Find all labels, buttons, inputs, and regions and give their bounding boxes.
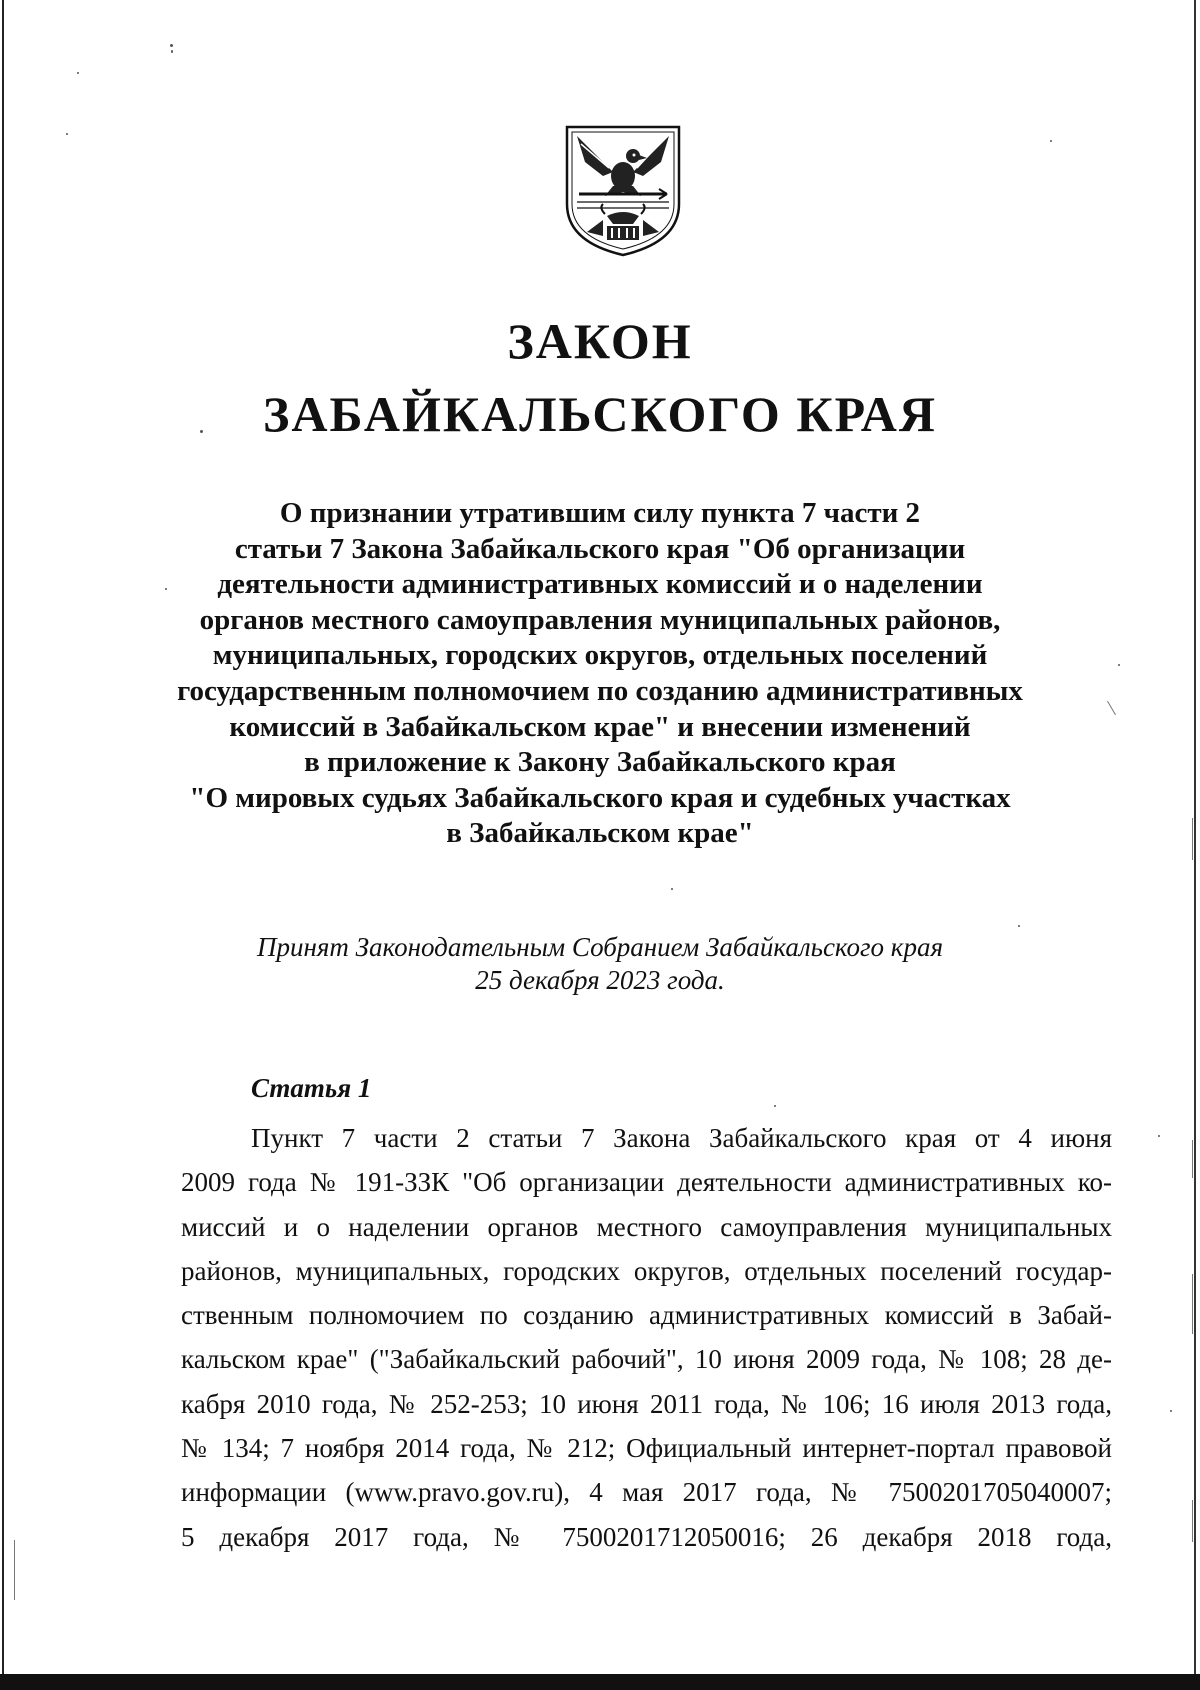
scan-artifact-line (1192, 1140, 1193, 1178)
subject-line: государственным полномочием по созданию административных (177, 674, 1023, 707)
scan-bottom-edge (0, 1674, 1200, 1690)
article-line: кальском крае" ("Забайкальский рабочий", 10 июня 2009 года, № 108; 28 де- (181, 1344, 1112, 1375)
scan-speck (1170, 1410, 1172, 1412)
article-line: 5 декабря 2017 года, № 7500201712050016; 26 декабря 2018 года, (181, 1521, 1112, 1552)
adoption-body: Принят Законодательным Собранием Забайкальского края (256, 932, 943, 962)
adoption-date: 25 декабря 2023 года. (475, 965, 725, 995)
scan-speck (66, 133, 68, 135)
subject-line: комиссий в Забайкальском крае" и внесении изменений (229, 710, 971, 743)
article-line: Пункт 7 части 2 статьи 7 Закона Забайкальского края от 4 июня (251, 1123, 1112, 1153)
scan-speck (774, 1105, 776, 1107)
scan-artifact-line (1192, 1274, 1193, 1334)
article-body (181, 1116, 1112, 1559)
subject-line: "О мировых судьях Забайкальского края и судебных участках (189, 781, 1011, 814)
scan-speck (77, 72, 79, 74)
article-heading: Статья 1 (251, 1073, 372, 1103)
subject-line: в Забайкальском крае" (446, 817, 754, 850)
scan-speck (1050, 140, 1052, 142)
article-line: миссий и о наделении органов местного самоуправления муниципальных (181, 1211, 1112, 1242)
law-subject (150, 496, 1050, 852)
subject-line: статьи 7 Закона Забайкальского края "Об организации (234, 532, 966, 565)
article-line: информации (www.pravo.gov.ru), 4 мая 2017 года, № 7500201705040007; (181, 1477, 1112, 1508)
scan-speck (170, 44, 173, 47)
subject-line: деятельности административных комиссий и о наделении (217, 568, 983, 601)
scan-artifact-line (1192, 1500, 1193, 1542)
article-line: ственным полномочием по созданию административных комиссий в Забай- (181, 1300, 1112, 1331)
article-line: кабря 2010 года, № 252-253; 10 июня 2011 года, № 106; 16 июля 2013 года, (181, 1388, 1112, 1419)
scan-artifact-line (14, 1540, 15, 1600)
scan-artifact-line (1192, 818, 1193, 860)
scan-speck (1158, 1135, 1160, 1137)
article-line: районов, муниципальных, городских округов, отдельных поселений государ- (181, 1255, 1112, 1286)
scan-speck (1118, 664, 1120, 666)
scan-speck (1018, 925, 1020, 927)
document-title: ЗАКОН (507, 313, 693, 369)
subject-line: муниципальных, городских округов, отдельных поселений (212, 639, 988, 672)
coat-of-arms-emblem (563, 124, 683, 258)
subject-line: в приложение к Закону Забайкальского края (304, 746, 896, 779)
subject-line: О признании утратившим силу пункта 7 части 2 (279, 497, 921, 529)
subject-line: органов местного самоуправления муниципальных районов, (199, 603, 1001, 636)
article-line: 2009 года № 191-ЗЗК "Об организации деятельности административных ко- (181, 1167, 1112, 1198)
scan-speck (171, 50, 173, 53)
scan-speck (671, 888, 673, 890)
adoption-note (200, 931, 1000, 997)
document-title-region: ЗАБАЙКАЛЬСКОГО КРАЯ (263, 386, 937, 442)
article-line: № 134; 7 ноября 2014 года, № 212; Официальный интернет-портал правовой (181, 1433, 1112, 1464)
